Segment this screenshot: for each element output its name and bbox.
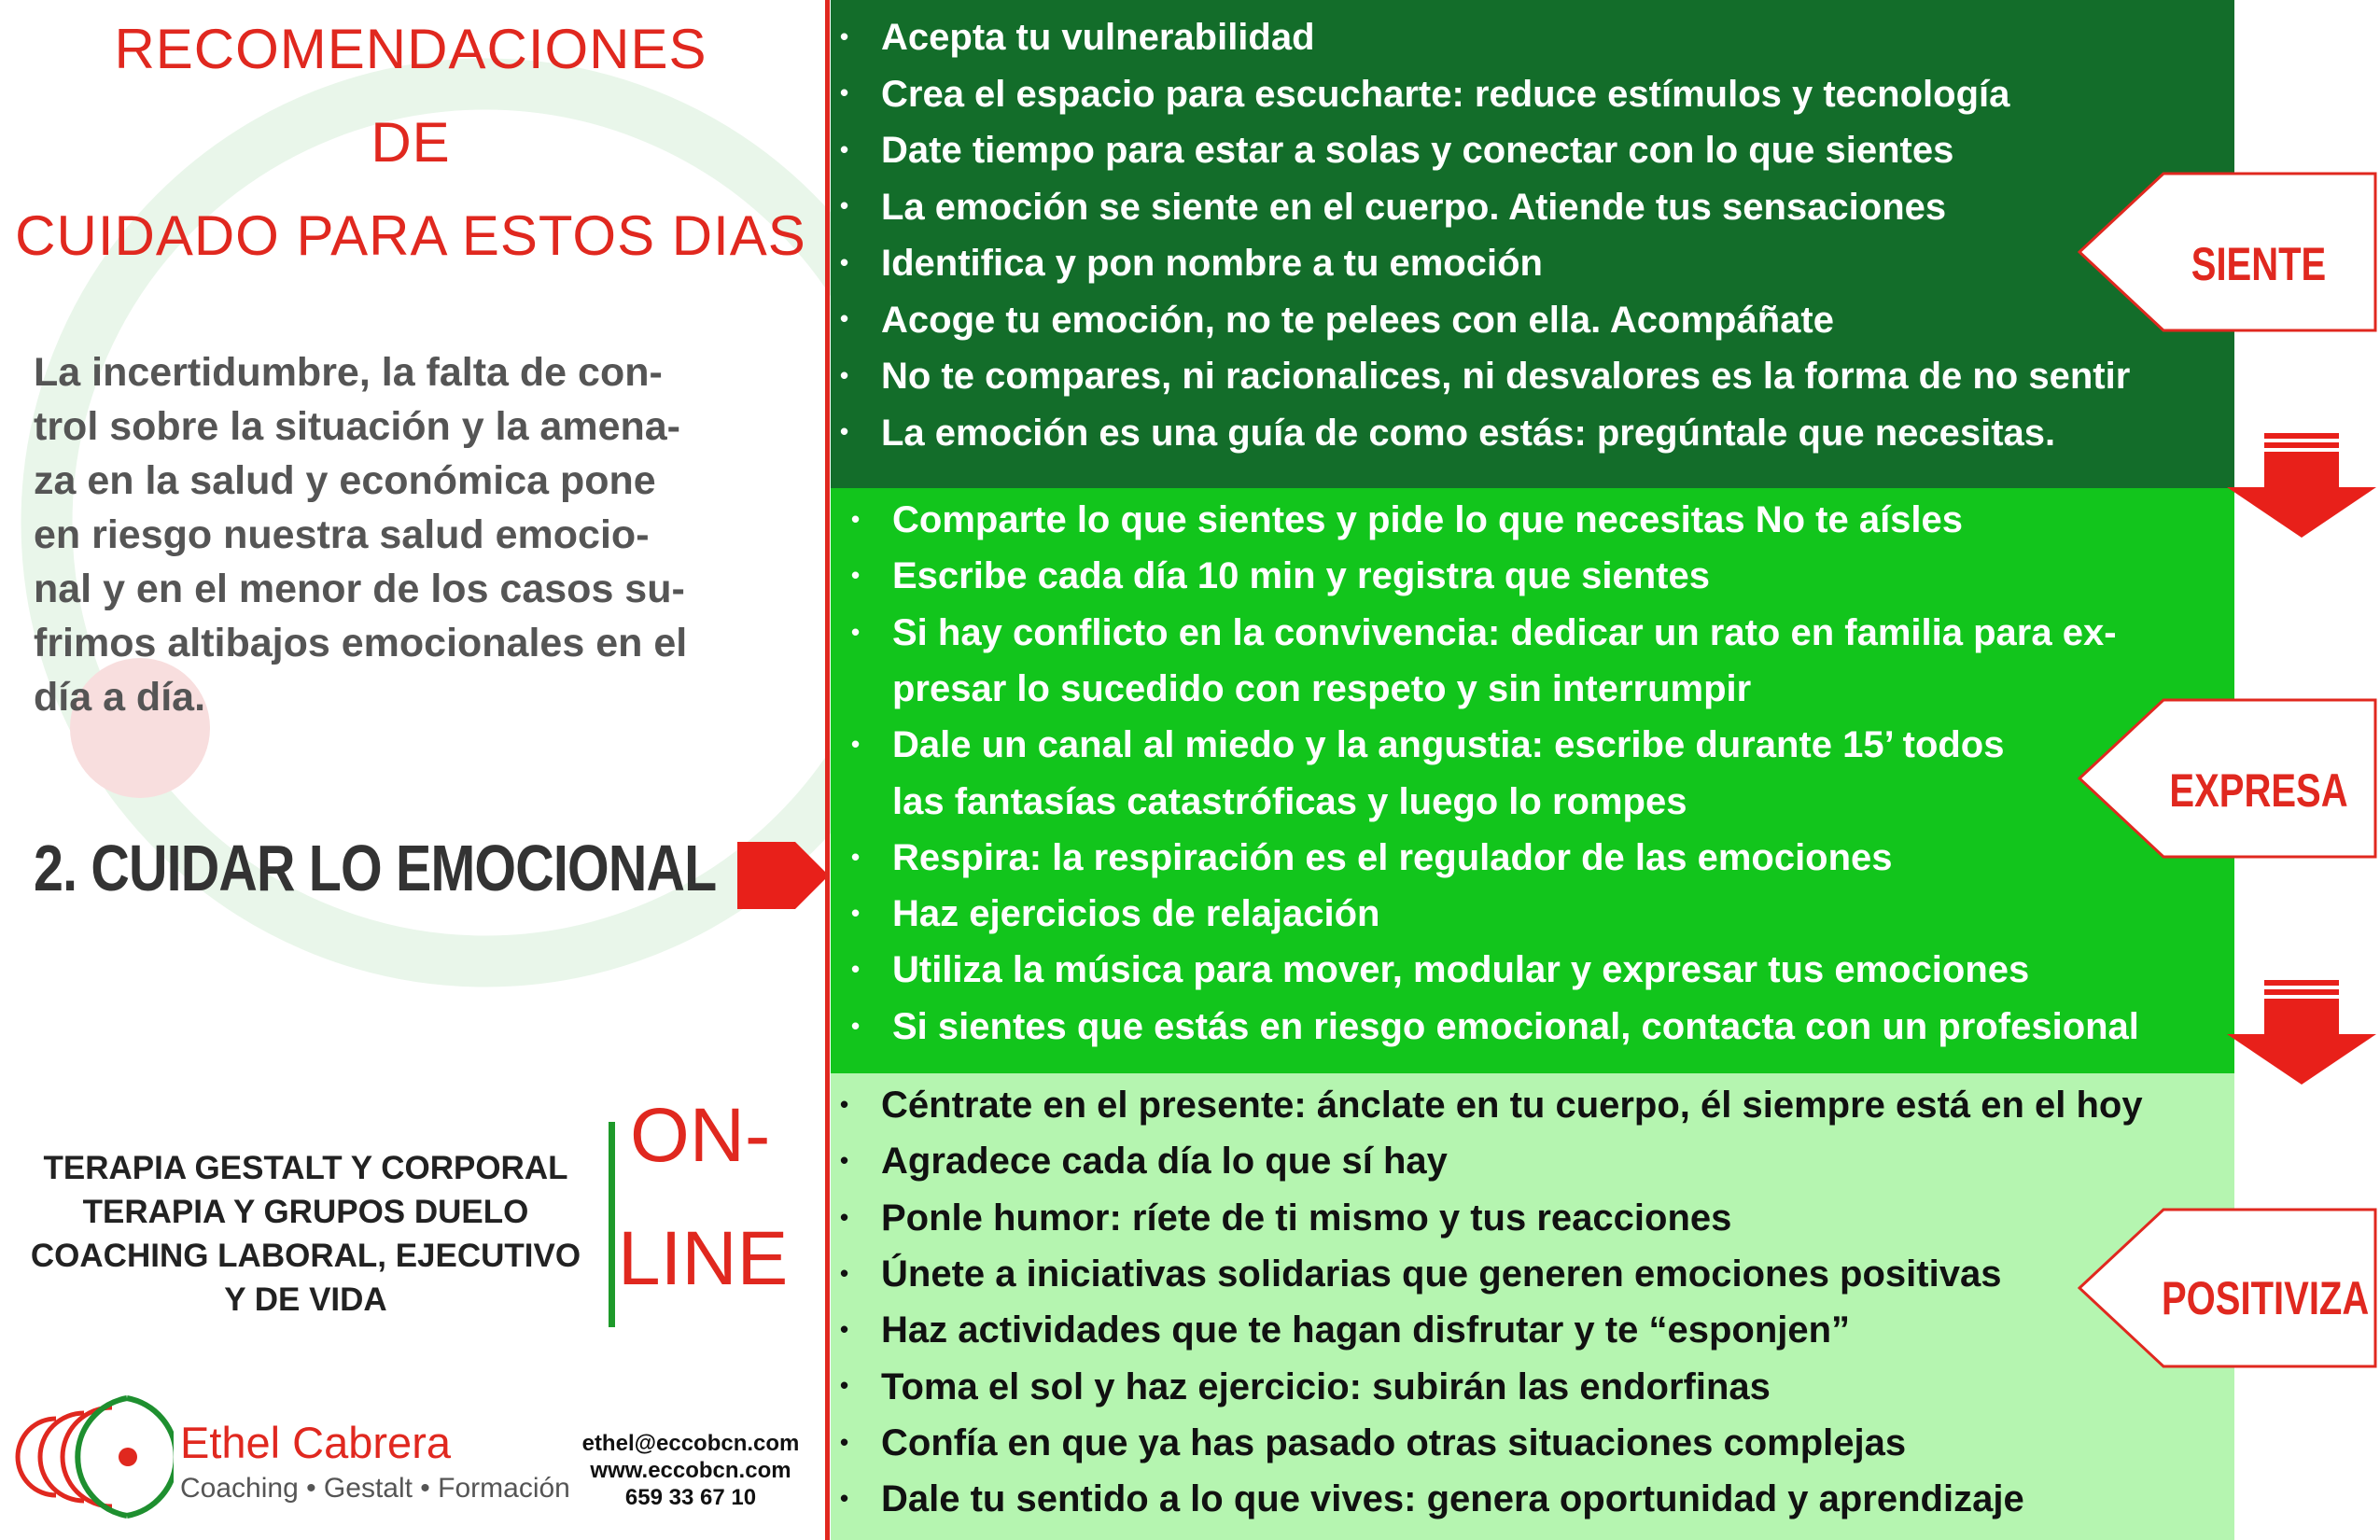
tag-positiviza-label: POSITIVIZA [2162,1272,2370,1324]
band-siente-item [840,356,2130,398]
band-item-text: Ponle humor: ríete de ti mismo y tus reacciones [881,1197,1732,1239]
bullet-icon: • [851,617,861,646]
contact-block [560,1430,821,1511]
intro-line: trol sobre la situación y la amena- [34,404,680,449]
section-title: 2. CUIDAR LO EMOCIONAL [34,832,717,904]
title-line-1: RECOMENDACIONES [114,18,707,80]
band-item-text: Confía en que ya has pasado otras situaciones complejas [881,1421,1907,1463]
band-siente-item [840,130,1953,172]
intro-line: en riesgo nuestra salud emocio- [34,512,650,557]
band-item-text: Haz ejercicios de relajación [892,893,1380,935]
band-expresa [831,488,2234,1073]
band-item-text: Comparte lo que sientes y pide lo que necesitas No te aísles [892,499,1964,540]
band-siente-item [840,300,1834,342]
online-label-top: ON- [630,1093,771,1178]
bullet-icon: • [840,78,849,107]
band-positiviza-item [840,1253,2001,1295]
bullet-icon: • [840,21,849,50]
band-item-text: Utiliza la música para mover, modular y expresar tus emociones [892,949,2030,991]
band-item-text: Respira: la respiración es el regulador de las emociones [892,836,1893,878]
band-item-text: Toma el sol y haz ejercicio: subirán las endorfinas [881,1365,1771,1407]
bullet-icon: • [840,1427,849,1456]
service-line: TERAPIA GESTALT Y CORPORAL [43,1150,568,1186]
band-item-text: presar lo sucedido con respeto y sin interrumpir [892,667,1752,709]
contact-phone: 659 33 67 10 [624,1485,757,1510]
intro-line: nal y en el menor de los casos su- [34,567,685,611]
band-expresa-item [851,1006,2139,1048]
brand-tagline: Coaching • Gestalt • Formación [180,1473,570,1504]
band-item-text: Céntrate en el presente: ánclate en tu cuerpo, él siempre está en el hoy [881,1085,2143,1126]
band-positiviza-item [840,1366,1771,1408]
online-label-bottom: LINE [618,1216,789,1301]
band-item-text: La emoción es una guía de como estás: pregúntale que necesitas. [881,412,2056,454]
band-positiviza-item [840,1085,2143,1127]
tag-siente-label: SIENTE [2191,238,2327,290]
band-item-text: Si sientes que estás en riesgo emocional, contacta con un profesional [892,1005,2139,1047]
services-list [0,1146,611,1322]
intro-line: día a día. [34,675,206,720]
intro-line: frimos altibajos emocionales en el [34,621,688,665]
tag-expresa-label: EXPRESA [2169,764,2348,817]
bullet-icon: • [840,1258,849,1287]
band-item-text: Agradece cada día lo que sí hay [881,1141,1448,1183]
band-item-text: Identifica y pon nombre a tu emoción [881,243,1543,284]
contact-web[interactable]: www.eccobcn.com [590,1458,791,1483]
bullet-icon: • [840,1202,849,1231]
band-expresa-item [851,781,1687,823]
contact-email[interactable]: ethel@eccobcn.com [581,1431,800,1456]
band-expresa-item [851,555,1710,597]
band-expresa-item [851,893,1379,935]
arrow-down-icon [2223,978,2380,1088]
band-positiviza-item [840,1197,1731,1239]
band-siente-item [840,74,2009,116]
band-item-text: Date tiempo para estar a solas y conectar con lo que sientes [881,130,1954,171]
bullet-icon: • [840,1484,849,1513]
bullet-icon: • [840,360,849,389]
band-item-text: las fantasías catastróficas y luego lo rompes [892,780,1687,822]
bullet-icon: • [851,1011,861,1040]
band-positiviza [831,1073,2234,1540]
bullet-icon: • [840,1089,849,1118]
online-green-bar [609,1122,615,1327]
band-siente-item [840,187,1946,229]
bullet-icon: • [840,1371,849,1400]
band-item-text: Dale tu sentido a lo que vives: genera oportunidad y aprendizaje [881,1478,2024,1520]
bullet-icon: • [851,955,861,984]
bullet-icon: • [840,304,849,333]
bullet-icon: • [840,191,849,220]
band-item-text: Acoge tu emoción, no te pelees con ella. Acompáñate [881,299,1834,341]
band-item-text: Acepta tu vulnerabilidad [881,17,1315,58]
band-siente-item [840,243,1543,285]
band-item-text: No te compares, ni racionalices, ni desvalores es la forma de no sentir [881,356,2131,397]
bullet-icon: • [851,561,861,590]
bullet-icon: • [851,504,861,533]
service-line: TERAPIA Y GRUPOS DUELO [82,1194,529,1230]
bullet-icon: • [840,134,849,163]
intro-paragraph [34,345,808,724]
ecco-logo-icon [15,1391,174,1521]
band-item-text: Escribe cada día 10 min y registra que sientes [892,555,1710,597]
band-expresa-item [851,724,2004,766]
band-item-text: Si hay conflicto en la convivencia: dedicar un rato en familia para ex- [892,611,2117,653]
title-line-3: CUIDADO PARA ESTOS DIAS [15,204,806,267]
band-expresa-item [851,499,1963,541]
service-line: Y DE VIDA [224,1281,387,1318]
title-line-2: DE [371,111,451,174]
band-item-text: Haz actividades que te hagan disfrutar y te “esponjen” [881,1309,1851,1351]
band-item-text: La emoción se siente en el cuerpo. Atiende tus sensaciones [881,186,1947,228]
bullet-icon: • [840,1146,849,1175]
bullet-icon: • [851,899,861,928]
band-siente-item [840,413,2055,455]
bullet-icon: • [840,247,849,276]
bullet-icon: • [840,417,849,446]
bullet-icon: • [851,842,861,871]
intro-line: La incertidumbre, la falta de con- [34,350,663,395]
band-expresa-item [851,612,2117,654]
bullet-icon: • [851,730,861,759]
band-item-text: Dale un canal al miedo y la angustia: escribe durante 15’ todos [892,724,2005,766]
service-line: COACHING LABORAL, EJECUTIVO [30,1238,581,1274]
band-expresa-item [851,668,1751,710]
arrow-down-icon [2223,431,2380,541]
brand-name: Ethel Cabrera [180,1418,451,1467]
intro-line: za en la salud y económica pone [34,458,656,503]
band-expresa-item [851,837,1893,879]
band-positiviza-item [840,1478,2024,1520]
band-item-text: Únete a iniciativas solidarias que generen emociones positivas [881,1253,2002,1295]
band-positiviza-item [840,1309,1850,1351]
band-item-text: Crea el espacio para escucharte: reduce estímulos y tecnología [881,73,2010,115]
band-positiviza-item [840,1422,1906,1464]
band-positiviza-item [840,1141,1448,1183]
band-siente-item [840,17,1315,59]
band-expresa-item [851,949,2029,991]
vertical-divider [825,0,830,1540]
arrow-right-icon [737,838,831,913]
band-siente [831,0,2234,488]
bullet-icon: • [840,1315,849,1344]
